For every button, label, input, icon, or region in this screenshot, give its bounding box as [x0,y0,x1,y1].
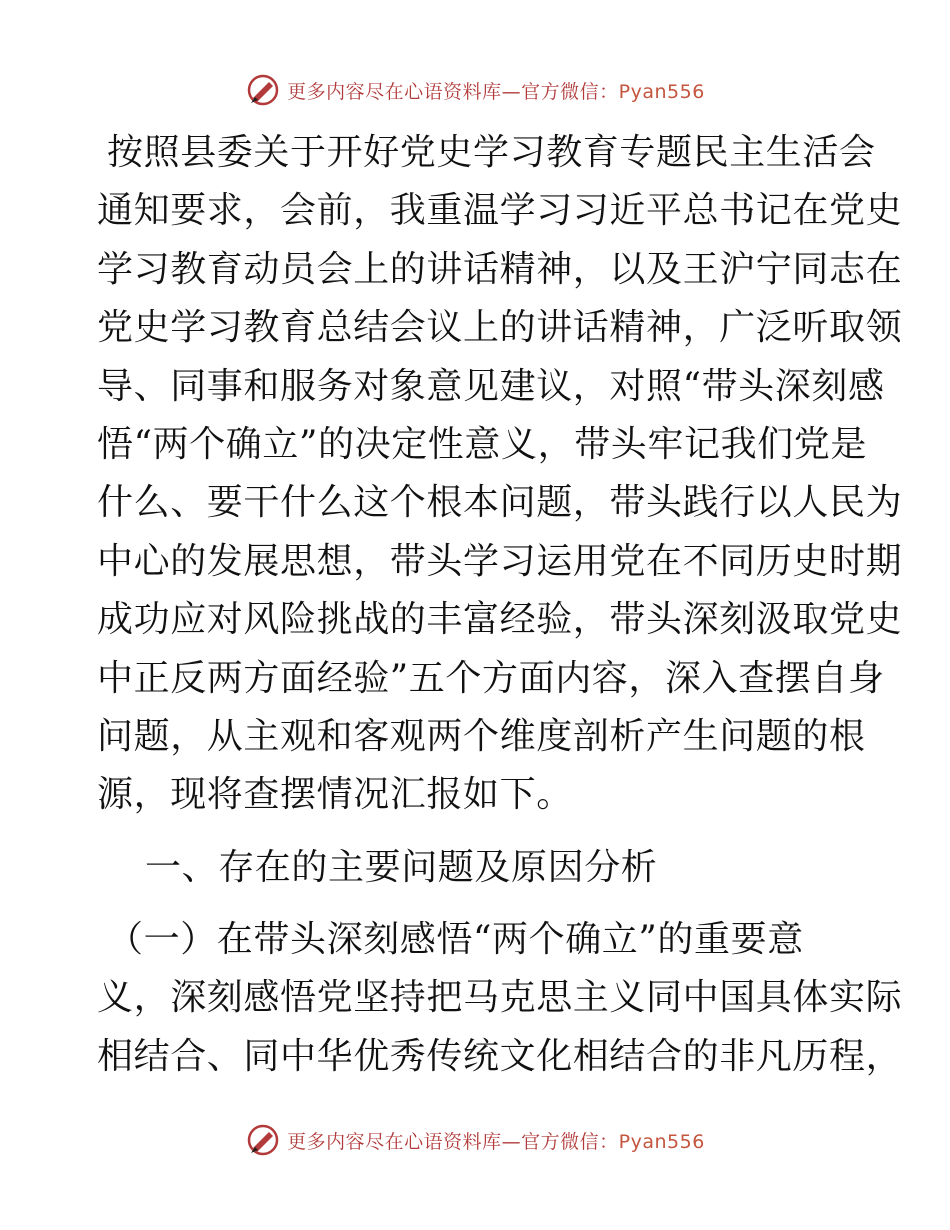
text-line: 问题，从主观和客观两个维度剖析产生问题的根 [97,715,866,757]
text-line: （一）在带头深刻感悟“两个确立”的重要意 [107,919,804,961]
wechat-id: Pyan556 [618,1130,705,1153]
watermark-text: 更多内容尽在心语资料库—官方微信：Pyan556 [287,1130,705,1153]
text-line: 什么、要干什么这个根本问题，带头践行以人民为 [97,482,903,524]
pen-logo-icon [245,72,281,108]
section-heading: 一、存在的主要问题及原因分析 [145,846,658,888]
text-line: 学习教育动员会上的讲话精神，以及王沪宁同志在 [97,248,903,290]
text-line: 中心的发展思想，带头学习运用党在不同历史时期 [97,540,903,582]
pen-logo-icon [245,1122,281,1158]
text-line: 党史学习教育总结会议上的讲话精神，广泛听取领 [97,307,903,349]
header-watermark [0,70,950,110]
paragraph-intro [97,124,903,825]
text-line: 按照县委关于开好党史学习教育专题民主生活会 [107,132,876,173]
text-line: 悟“两个确立”的决定性意义，带头牢记我们党是 [97,423,868,465]
text-line: 中正反两方面经验”五个方面内容，深入查摆自身 [97,657,885,699]
text-line: 相结合、同中华优秀传统文化相结合的非凡历程， [97,1035,903,1077]
text-line: 义，深刻感悟党坚持把马克思主义同中国具体实际 [97,977,903,1019]
watermark-text: 更多内容尽在心语资料库—官方微信：Pyan556 [287,80,705,103]
footer-watermark [0,1120,950,1160]
paragraph-section-1 [97,911,903,1086]
wechat-id: Pyan556 [618,80,705,103]
text-line: 成功应对风险挑战的丰富经验，带头深刻汲取党史 [97,599,903,641]
document-body [97,124,903,1086]
text-line: 通知要求，会前，我重温学习习近平总书记在党史 [97,190,903,232]
text-line: 导、同事和服务对象意见建议，对照“带头深刻感 [97,365,885,407]
text-line: 源，现将查摆情况汇报如下。 [97,774,573,816]
